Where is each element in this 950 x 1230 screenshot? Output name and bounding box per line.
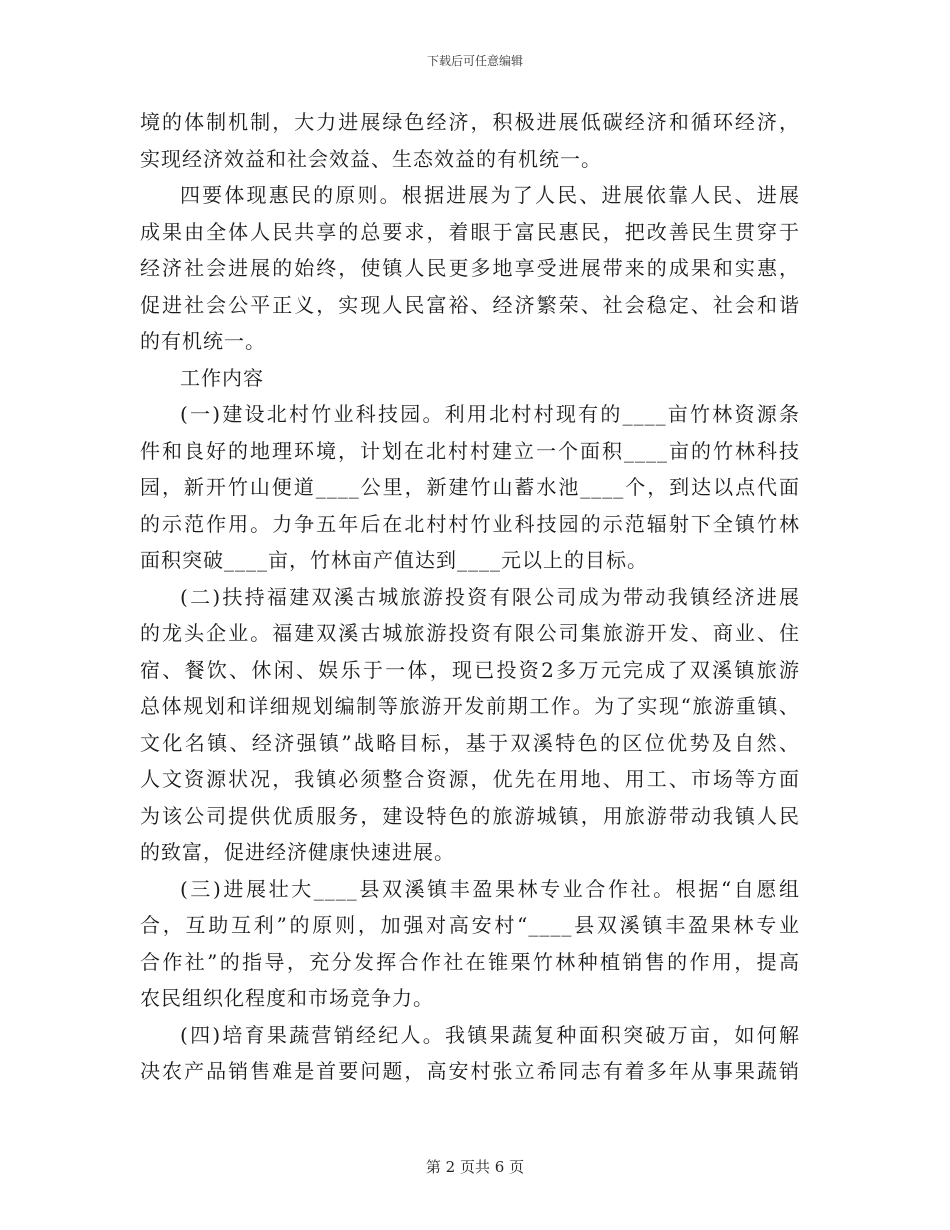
text-line: 决农产品销售难是首要问题，高安村张立希同志有着多年从事果蔬销 (140, 1059, 800, 1083)
text-line: 宿、餐饮、休闲、娱乐于一体，现已投资2多万元完成了双溪镇旅游 (140, 657, 800, 682)
text-line: (三)进展壮大____县双溪镇丰盈果林专业合作社。根据“自愿组 (180, 876, 800, 901)
text-line: 工作内容 (180, 365, 264, 390)
text-line: 的致富，促进经济健康快速进展。 (140, 840, 455, 864)
text-line: (四)培育果蔬营销经纪人。我镇果蔬复种面积突破万亩，如何解 (180, 1022, 800, 1047)
text-line: 为该公司提供优质服务，建设特色的旅游城镇，用旅游带动我镇人民 (140, 803, 800, 828)
text-line: 人文资源状况，我镇必须整合资源，优先在用地、用工、市场等方面 (140, 767, 800, 791)
text-line: 的龙头企业。福建双溪古城旅游投资有限公司集旅游开发、商业、住 (140, 621, 800, 645)
text-line: 农民组织化程度和市场竞争力。 (140, 986, 434, 1010)
paragraph (140, 871, 800, 1017)
text-line: 面积突破____亩，竹林亩产值达到____元以上的目标。 (140, 548, 648, 572)
text-line: 实现经济效益和社会效益、生态效益的有机统一。 (140, 146, 602, 171)
text-line: 的有机统一。 (140, 329, 266, 353)
text-line: 促进社会公平正义，实现人民富裕、经济繁荣、社会稳定、社会和谐 (140, 292, 800, 317)
text-line: 文化名镇、经济强镇”战略目标，基于双溪特色的区位优势及自然、 (140, 730, 800, 755)
text-line: 经济社会进展的始终，使镇人民更多地享受进展带来的成果和实惠， (140, 256, 800, 280)
document-body (140, 104, 800, 1090)
text-line: 成果由全体人民共享的总要求，着眼于富民惠民，把改善民生贯穿于 (140, 219, 800, 244)
text-line: 境的体制机制，大力进展绿色经济，积极进展低碳经济和循环经济， (140, 110, 800, 134)
text-line: 四要体现惠民的原则。根据进展为了人民、进展依靠人民、进展 (180, 183, 800, 207)
text-line: 合作社”的指导，充分发挥合作社在锥栗竹林种植销售的作用，提高 (140, 949, 800, 974)
text-line: 总体规划和详细规划编制等旅游开发前期工作。为了实现“旅游重镇、 (140, 694, 800, 718)
page-header: 下载后可任意编辑 (426, 54, 523, 68)
text-line: 合，互助互利”的原则，加强对高安村“____县双溪镇丰盈果林专业 (140, 913, 800, 937)
paragraph (140, 177, 800, 360)
text-line: 件和良好的地理环境，计划在北村村建立一个面积____亩的竹林科技 (140, 438, 800, 463)
paragraph (140, 579, 800, 871)
page-number: 第 2 页共 6 页 (425, 1158, 525, 1176)
paragraph (140, 1017, 800, 1090)
text-line: (二)扶持福建双溪古城旅游投资有限公司成为带动我镇经济进展 (180, 584, 800, 609)
paragraph (140, 104, 800, 177)
section-heading (140, 360, 800, 397)
text-line: (一)建设北村竹业科技园。利用北村村现有的____亩竹林资源条 (180, 402, 800, 426)
text-line: 的示范作用。力争五年后在北村村竹业科技园的示范辐射下全镇竹林 (140, 511, 800, 536)
text-line: 园，新开竹山便道____公里，新建竹山蓄水池____个，到达以点代面 (140, 475, 800, 499)
paragraph (140, 396, 800, 579)
